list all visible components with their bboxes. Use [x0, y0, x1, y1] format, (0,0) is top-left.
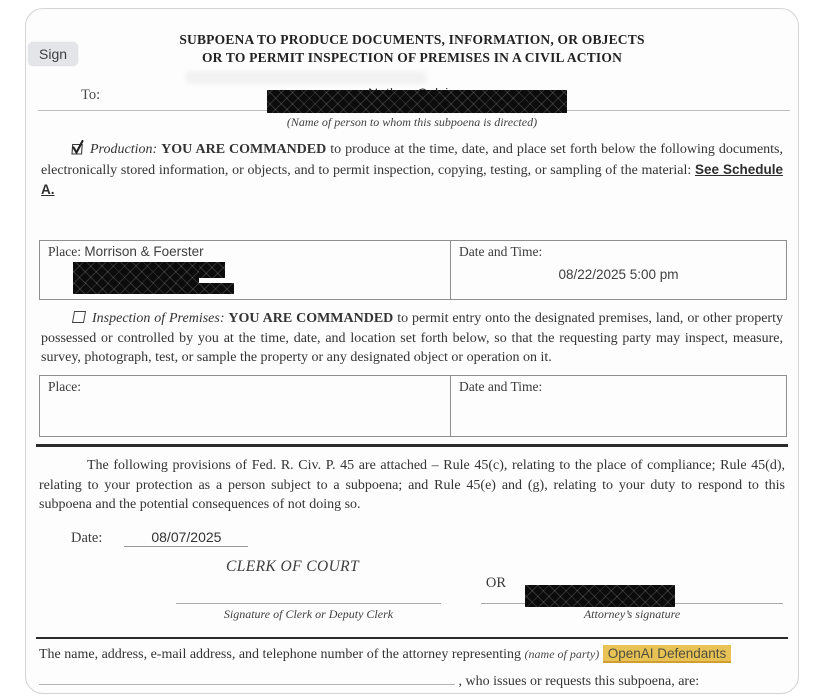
redaction-recipient-address — [267, 90, 567, 113]
recipient-caption: (Name of person to whom this subpoena is directed) — [286, 115, 538, 129]
production-checkbox-checked-icon — [69, 140, 85, 155]
inspection-place-table — [39, 375, 787, 437]
section-divider-top — [36, 444, 788, 447]
inspection-place-cell — [40, 376, 451, 436]
footer-blank-line — [39, 671, 455, 685]
or-label: OR — [485, 575, 507, 591]
inspection-body: to permit entry onto the designated premises, land, or other property possessed or controlled by you at the time, date, and location set forth below, so that the requesting party may inspect, measure, survey, photograph, test, or sample the property or any designated object or operation on it. — [41, 311, 783, 365]
clerk-signature-caption: Signature of Clerk or Deputy Clerk — [223, 607, 394, 621]
redaction-attorney-signature — [525, 585, 675, 607]
see-schedule-a-link: See Schedule A. — [41, 161, 784, 197]
document-title — [26, 31, 798, 67]
clerk-of-court-label: CLERK OF COURT — [226, 558, 360, 575]
party-value-highlight: OpenAI Defendants — [603, 645, 732, 663]
inspection-commanded: YOU ARE COMMANDED — [228, 311, 394, 326]
place-label: Place: — [48, 244, 81, 259]
production-datetime-cell — [451, 241, 786, 299]
document-title-line1: SUBPOENA TO PRODUCE DOCUMENTS, INFORMATION, OR OBJECTS — [179, 32, 645, 47]
rules-paragraph: The following provisions of Fed. R. Civ. P. 45 are attached – Rule 45(c), relating to the place of compliance; Rule 45(d), relating to your protection as a person subject to a subpoena; and Rule 45(e) and (g), relating to your duty to respond to this subpoena and the potential consequences of not doing so. — [39, 458, 785, 512]
footer-line1 — [39, 646, 791, 663]
footer-line2-text: , who issues or requests this subpoena, are: — [458, 674, 700, 689]
production-label: Production: — [90, 142, 158, 157]
inspection-label: Inspection of Premises: — [92, 311, 225, 326]
document-title-line2: OR TO PERMIT INSPECTION OF PREMISES IN A CIVIL ACTION — [201, 50, 623, 65]
inspection-checkbox-empty-icon — [72, 311, 86, 323]
footer-line1-text: The name, address, e-mail address, and telephone number of the attorney representing — [39, 647, 525, 662]
date-label: Date: — [71, 530, 103, 546]
attorney-signature-caption: Attorney’s signature — [583, 607, 681, 621]
datetime-value: 08/22/2025 5:00 pm — [558, 267, 679, 282]
inspection-paragraph — [41, 309, 783, 368]
inspection-datetime-cell — [451, 376, 786, 436]
datetime-label: Date and Time: — [459, 244, 543, 259]
place-label-2: Place: — [48, 379, 81, 394]
to-label: To: — [81, 87, 101, 103]
production-commanded: YOU ARE COMMANDED — [161, 142, 327, 157]
footer-line2 — [39, 671, 791, 690]
place-value: Morrison & Foerster — [84, 244, 204, 259]
redaction-place-address-1 — [73, 262, 199, 283]
redaction-place-address-3 — [199, 262, 225, 278]
date-row — [71, 529, 248, 547]
scan-artifact — [186, 71, 426, 84]
clerk-signature-line — [176, 603, 441, 604]
date-value: 08/07/2025 — [124, 529, 248, 547]
sign-button[interactable]: Sign — [28, 42, 78, 66]
redaction-place-address-2 — [73, 283, 234, 294]
production-paragraph — [41, 140, 783, 201]
production-body: to produce at the time, date, and place set forth below the following documents, electronically stored information, or objects, and to permit inspection, copying, testing, or sampling of the material: — [41, 142, 784, 178]
document-page — [25, 8, 799, 694]
name-of-party-label: (name of party) — [524, 647, 600, 661]
section-divider-bottom — [36, 637, 788, 639]
datetime-label-2: Date and Time: — [459, 379, 543, 394]
